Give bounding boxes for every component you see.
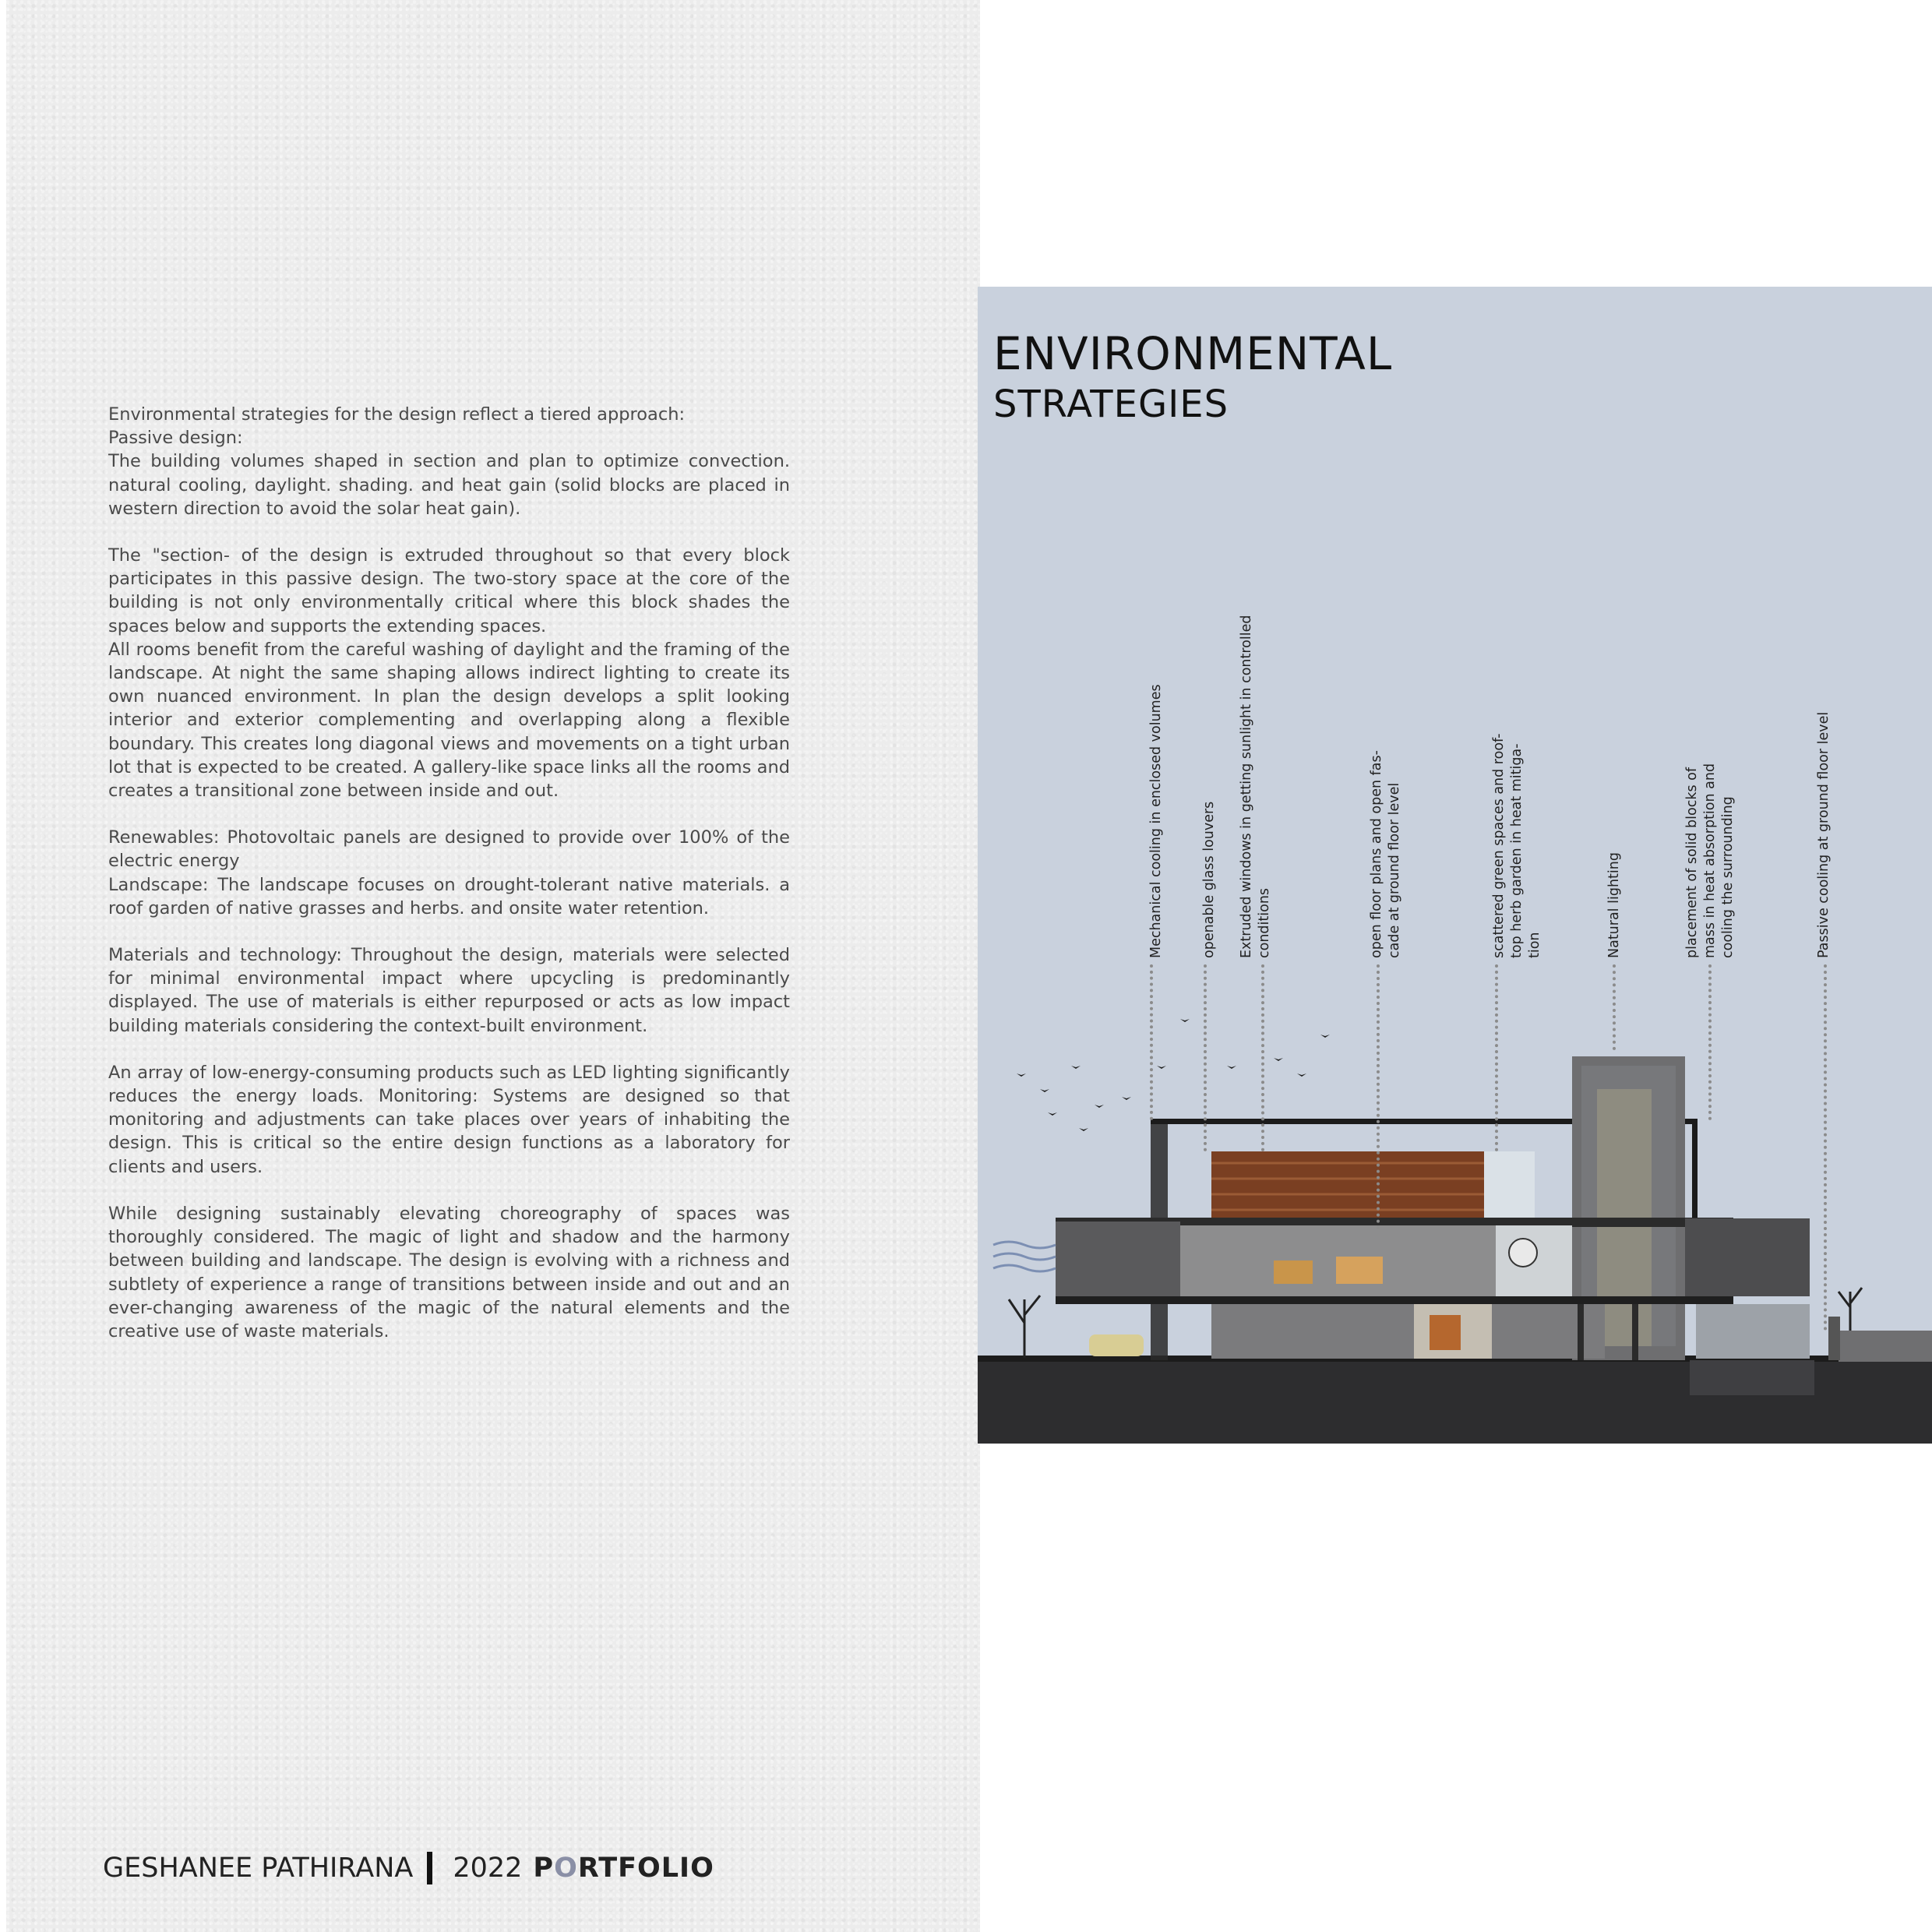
first-floor-slab bbox=[1056, 1296, 1733, 1304]
boundary-post bbox=[1828, 1317, 1840, 1360]
paragraph-materials bbox=[108, 943, 790, 1038]
furniture bbox=[1274, 1260, 1313, 1284]
strategy-label-line: openable glass louvers bbox=[1201, 801, 1217, 958]
strategy-label-line: cooling the surrounding bbox=[1720, 796, 1736, 958]
strategy-label-passive-cooling bbox=[1815, 712, 1833, 958]
round-window bbox=[1509, 1239, 1537, 1267]
strategy-label-line: tion bbox=[1527, 932, 1542, 958]
paragraph-line: While designing sustainably elevating choreography of spaces was thoroughly considered. The magic of light and shadow and the harmony between building and landscape. The design is evolving with a richness and subtlety of experience a range of transitions between inside and out and an ever-changing awareness of the magic of the natural elements and the creative use of waste materials. bbox=[108, 1203, 790, 1341]
paragraph-line: Environmental strategies for the design reflect a tiered approach: bbox=[108, 404, 686, 425]
strategy-label-open-floor-plans bbox=[1368, 750, 1404, 958]
ground-right-room bbox=[1696, 1304, 1810, 1359]
strategy-label-glass-louvers bbox=[1200, 802, 1218, 958]
strategy-label-line: Natural lighting bbox=[1606, 852, 1622, 958]
paragraph-line: Renewables: Photovoltaic panels are designed to provide over 100% of the electric energy bbox=[108, 827, 790, 872]
wind-arrows bbox=[993, 1242, 1056, 1271]
ground-column bbox=[1632, 1304, 1638, 1360]
portfolio-letter: P bbox=[533, 1853, 555, 1884]
tree-left bbox=[1009, 1296, 1040, 1358]
strategy-label-line: Mechanical cooling in enclosed volumes bbox=[1148, 684, 1164, 958]
ground-floor-walls bbox=[1211, 1304, 1605, 1359]
strategy-label-solid-blocks bbox=[1683, 763, 1737, 958]
upper-left-room bbox=[1056, 1222, 1180, 1299]
basement-tank bbox=[1690, 1360, 1814, 1395]
environmental-strategies-panel bbox=[978, 287, 1932, 1444]
leader-extruded-windows bbox=[1261, 964, 1264, 1151]
strategy-label-green-spaces bbox=[1490, 733, 1544, 958]
strategy-label-line: cade at ground floor level bbox=[1387, 782, 1402, 958]
boundary-wall bbox=[1839, 1331, 1932, 1362]
paragraph-energy bbox=[108, 1061, 790, 1179]
strategy-label-line: open floor plans and open fas- bbox=[1369, 750, 1384, 958]
portfolio-label bbox=[533, 1853, 714, 1884]
portfolio-letters: RTFOLIO bbox=[577, 1853, 714, 1884]
paragraph-section bbox=[108, 544, 790, 802]
paragraph-tiered-approach bbox=[108, 403, 790, 520]
body-text bbox=[108, 403, 790, 1343]
strategy-label-line: Extruded windows in getting sunlight in controlled bbox=[1239, 615, 1254, 958]
strategy-label-line: mass in heat absorption and bbox=[1702, 763, 1718, 958]
paragraph-renewables bbox=[108, 826, 790, 920]
paragraph-line: Materials and technology: Throughout the design, materials were selected for minimal environmental impact where upcycling is predominantly displayed. The use of materials is either repurposed or acts as low impact building materials considering the context-built environment. bbox=[108, 945, 790, 1036]
strategy-label-line: top herb garden in heat mitiga- bbox=[1509, 743, 1525, 958]
footer-divider bbox=[427, 1852, 432, 1884]
paragraph-choreography bbox=[108, 1202, 790, 1343]
leader-natural-lighting bbox=[1613, 964, 1616, 1050]
strategy-label-natural-lighting bbox=[1606, 852, 1624, 958]
strategy-label-line: Passive cooling at ground floor level bbox=[1816, 711, 1832, 958]
paragraph-line: Landscape: The landscape focuses on drought-tolerant native materials. a roof garden of native grasses and herbs. and onsite water retention. bbox=[108, 874, 790, 918]
leader-open-floor-plans bbox=[1377, 964, 1380, 1229]
birds bbox=[1017, 1019, 1330, 1131]
author-name: GESHANEE PATHIRANA bbox=[103, 1853, 414, 1884]
strategy-label-extruded-windows bbox=[1238, 615, 1274, 958]
upper-right-solid-block bbox=[1685, 1218, 1810, 1296]
rooftop-glass-garden bbox=[1484, 1151, 1535, 1225]
portfolio-year: 2022 bbox=[453, 1853, 523, 1884]
tree-right bbox=[1839, 1288, 1862, 1331]
panel-title-line2: STRATEGIES bbox=[993, 383, 1229, 426]
paragraph-line: An array of low-energy-consuming products such as LED lighting significantly reduces the energy loads. Monitoring: Systems are designed so that monitoring and adjustments can take places over years of inhabiting the design. This is critical so the entire design functions as a laboratory for clients and users. bbox=[108, 1062, 790, 1177]
leader-mechanical-cooling bbox=[1150, 964, 1153, 1120]
ground-column bbox=[1578, 1304, 1584, 1360]
car bbox=[1089, 1334, 1144, 1356]
strategy-label-line: conditions bbox=[1257, 887, 1272, 958]
paragraph-line: The building volumes shaped in section and plan to optimize convection. natural cooling, daylight. shading. and heat gain (solid blocks are placed in western direction to avoid the solar heat gain). bbox=[108, 451, 790, 519]
portfolio-o-accent: O bbox=[554, 1853, 578, 1884]
paragraph-line: Passive design: bbox=[108, 428, 243, 449]
furniture bbox=[1336, 1257, 1383, 1284]
strategy-label-line: scattered green spaces and roof- bbox=[1491, 733, 1507, 958]
leader-solid-blocks bbox=[1708, 964, 1712, 1120]
leader-passive-cooling bbox=[1824, 964, 1827, 1331]
footer bbox=[103, 1846, 714, 1890]
leader-green-spaces bbox=[1495, 964, 1498, 1151]
building-section-drawing bbox=[978, 287, 1932, 1444]
panel-title-line1: ENVIRONMENTAL bbox=[993, 327, 1393, 380]
paragraph-line: All rooms benefit from the careful washing of daylight and the framing of the landscape. At night the same shaping allows indirect lighting to create its own nuanced environment. In plan the design develops a split looking interior and exterior complementing and overlapping along a flexible boundary. This creates long diagonal views and movements on a tight urban lot that is expected to be created. A gallery-like space links all the rooms and creates a transitional zone between inside and out. bbox=[108, 639, 790, 802]
strategy-label-mechanical-cooling bbox=[1148, 684, 1165, 958]
leader-glass-louvers bbox=[1204, 964, 1207, 1151]
strategy-label-line: placement of solid blocks of bbox=[1684, 767, 1700, 958]
paragraph-line: The "section- of the design is extruded throughout so that every block participates in this passive design. The two-story space at the core of the building is not only environmentally critical where this block shades the spaces below and supports the extending spaces. bbox=[108, 545, 790, 636]
sculpture bbox=[1430, 1315, 1461, 1350]
